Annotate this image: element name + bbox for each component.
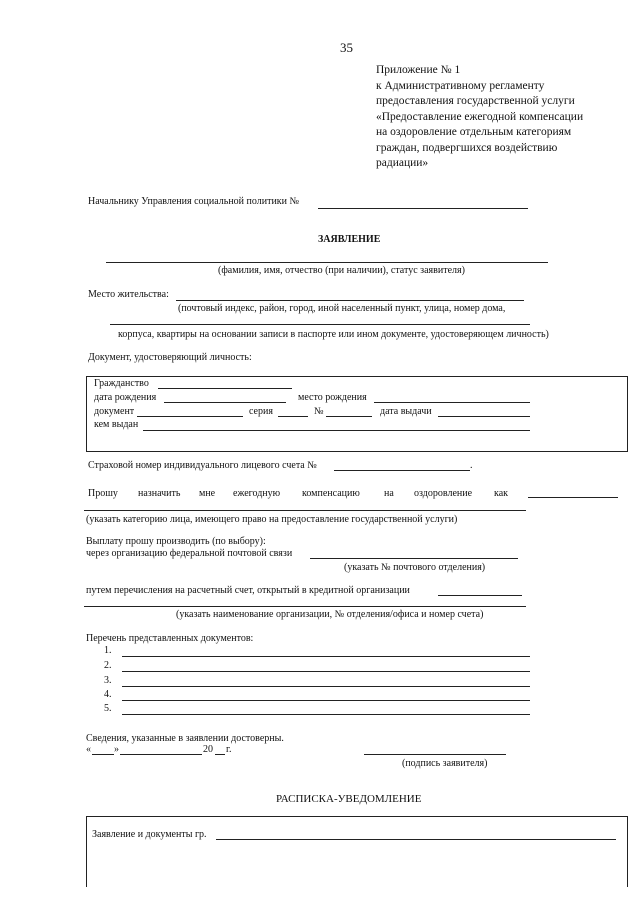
receipt-title: РАСПИСКА-УВЕДОМЛЕНИЕ [276,793,422,805]
birth-date-label: дата рождения [94,392,157,403]
addressee-field[interactable] [318,208,528,209]
form-title: ЗАЯВЛЕНИЕ [318,234,381,245]
series-field[interactable] [278,416,308,417]
year-suffix: г. [226,744,232,755]
post-office-caption: (указать № почтового отделения) [344,562,486,573]
request-word: ежегодную [233,488,281,499]
residence-field[interactable] [176,300,524,301]
number-label: № [314,406,324,417]
appendix-header [376,63,583,172]
appendix-line: граждан, подвергшихся воздействию [376,141,558,154]
appendix-line: на оздоровление отдельным категориям [376,126,572,138]
request-word: как [494,488,509,499]
document-label: документ [94,406,135,417]
fio-caption: (фамилия, имя, отчество (при наличии), статус заявителя) [218,265,465,276]
receipt-box [86,816,628,887]
snils-field[interactable] [334,470,470,471]
number-field[interactable] [326,416,372,417]
series-label: серия [249,406,273,417]
document-field[interactable] [137,416,243,417]
date-open-quote: « [86,744,91,755]
doc-item-number: 4. [104,689,112,700]
confirm-label: Сведения, указанные в заявлении достоверны. [86,733,284,744]
id-doc-label: Документ, удостоверяющий личность: [88,352,252,363]
doc-item-field[interactable] [122,700,530,701]
request-word: Прошу [88,488,118,499]
snils-end: . [470,460,473,471]
date-close-quote: » [114,744,119,755]
payment-label: Выплату прошу производить (по выбору): [86,536,266,547]
category-field-2[interactable] [84,510,526,511]
doc-item-field[interactable] [122,714,530,715]
doc-item-number: 1. [104,645,112,656]
residence-label: Место жительства: [88,289,169,300]
request-word: оздоровление [414,488,473,499]
appendix-line: предоставления государственной услуги [376,95,575,107]
receipt-text: Заявление и документы гр. [92,829,207,840]
doc-item-field[interactable] [122,686,530,687]
request-word: мне [199,488,216,499]
doc-item-number: 3. [104,675,112,686]
birth-place-field[interactable] [374,402,530,403]
post-office-field[interactable] [310,558,518,559]
doc-item-number: 2. [104,660,112,671]
category-caption: (указать категорию лица, имеющего право на предоставление государственной услуги) [86,514,458,525]
addressee: Начальнику Управления социальной политики № [88,196,300,207]
fio-field[interactable] [106,262,548,263]
issued-by-field[interactable] [143,430,530,431]
residence-caption1: (почтовый индекс, район, город, иной населенный пункт, улица, номер дома, [178,303,506,314]
request-word: на [384,488,394,499]
documents-label: Перечень представленных документов: [86,633,254,644]
issue-date-label: дата выдачи [380,406,432,417]
request-word: компенсацию [302,488,360,499]
payment-post-label: через организацию федеральной почтовой связи [86,548,293,559]
day-field[interactable] [92,754,114,755]
citizenship-field[interactable] [158,388,292,389]
birth-place-label: место рождения [298,392,367,403]
payment-bank-label: путем перечисления на расчетный счет, открытый в кредитной организации [86,585,410,596]
residence-field-2[interactable] [110,324,530,325]
year-field[interactable] [215,754,225,755]
residence-caption2: корпуса, квартиры на основании записи в паспорте или ином документе, удостоверяющем личность) [118,329,549,340]
doc-item-field[interactable] [122,671,530,672]
signature-field[interactable] [364,754,506,755]
page-number: 35 [340,40,353,55]
receipt-name-field[interactable] [216,839,616,840]
doc-item-number: 5. [104,703,112,714]
appendix-line: «Предоставление ежегодной компенсации [376,110,584,123]
category-field[interactable] [528,497,618,498]
signature-caption: (подпись заявителя) [402,758,488,769]
appendix-line: к Административному регламенту [376,79,545,92]
issued-by-label: кем выдан [94,419,139,430]
bank-field-2[interactable] [84,606,526,607]
appendix-line: Приложение № 1 [376,64,461,76]
bank-field[interactable] [438,595,522,596]
bank-caption: (указать наименование организации, № отделения/офиса и номер счета) [176,609,484,620]
appendix-line: радиации» [376,157,429,169]
birth-date-field[interactable] [164,402,286,403]
year-prefix: 20 [203,744,213,755]
doc-item-field[interactable] [122,656,530,657]
month-field[interactable] [120,754,202,755]
citizenship-label: Гражданство [94,378,149,389]
issue-date-field[interactable] [438,416,530,417]
request-word: назначить [138,488,181,499]
snils-label: Страховой номер индивидуального лицевого счета № [88,460,317,471]
